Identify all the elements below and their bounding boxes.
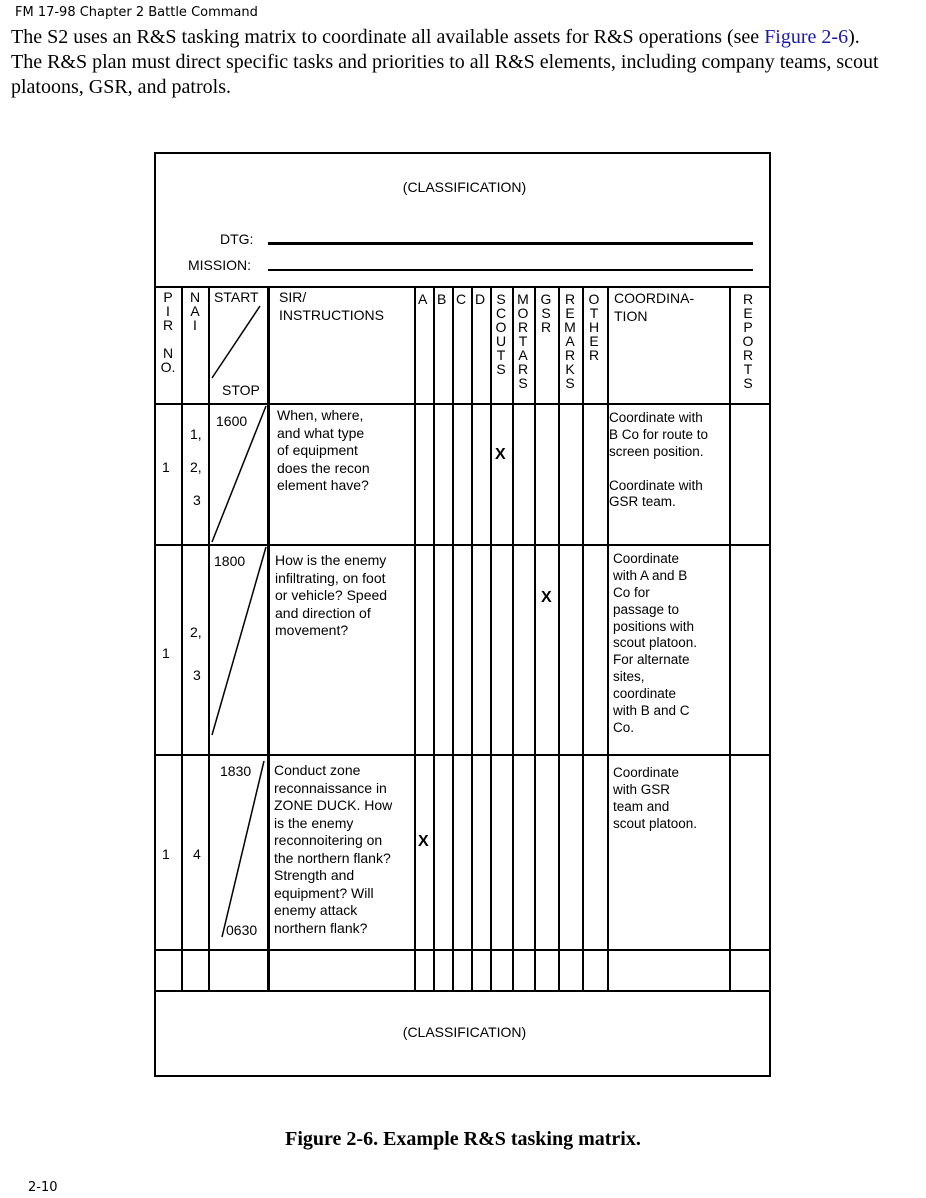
figure-link[interactable]: Figure 2-6 xyxy=(764,26,849,48)
figure-caption: Figure 2-6. Example R&S tasking matrix. xyxy=(285,1128,641,1150)
col-header-gsr: G S R xyxy=(540,291,552,335)
grid-line xyxy=(181,286,183,991)
col-header-remarks: R E M A R K S xyxy=(564,291,576,391)
row2-gsr-mark: X xyxy=(541,589,552,606)
grid-line xyxy=(452,286,454,991)
col-header-b: B xyxy=(437,291,447,307)
intro-text-before: The S2 uses an R&S tasking matrix to coordinate all available assets for R&S operations (see xyxy=(11,26,765,48)
grid-line xyxy=(582,286,584,991)
row3-sir: Conduct zone reconnaissance in ZONE DUCK. How is the enemy reconnoitering on the northern flank? Strength and equipment? Will enemy attack northern flank? xyxy=(274,762,393,936)
dtg-field[interactable] xyxy=(268,242,753,245)
row2-pri: 1 xyxy=(162,645,170,661)
row1-pri: 1 xyxy=(162,459,170,475)
grid-line xyxy=(512,286,514,991)
row3-pri: 1 xyxy=(162,846,170,862)
pri-header-p: P I R N O. xyxy=(160,289,176,375)
grid-line xyxy=(607,286,609,991)
intro-text-after: ). The R&S plan must direct specific tasks and priorities to all R&S elements, including company teams, scout platoons, GSR, and patrols. xyxy=(11,26,879,98)
row3-nai-1: 4 xyxy=(193,846,201,862)
col-header-sir: SIR/ INSTRUCTIONS xyxy=(279,289,384,323)
col-header-scouts: S C O U T S xyxy=(495,291,507,377)
grid-line xyxy=(534,286,536,991)
grid-line xyxy=(414,286,416,991)
row2-sir: How is the enemy infiltrating, on foot or vehicle? Speed and direction of movement? xyxy=(275,552,388,638)
row3-start: 1830 xyxy=(220,763,252,779)
grid-line xyxy=(729,286,731,991)
row2-diagonal xyxy=(208,545,268,755)
running-header: FM 17-98 Chapter 2 Battle Command xyxy=(15,5,258,20)
row1-diagonal xyxy=(208,404,268,545)
grid-line xyxy=(471,286,473,991)
start-stop-diagonal xyxy=(208,286,268,404)
row3-diagonal xyxy=(208,755,268,950)
col-header-d: D xyxy=(475,291,486,307)
col-header-pri xyxy=(160,290,176,374)
row1-nai-1: 1, xyxy=(190,426,202,442)
row2-nai-1: 2, xyxy=(190,624,202,640)
row1-start: 1600 xyxy=(216,413,248,429)
col-header-stop: STOP xyxy=(222,382,260,398)
classification-bottom: (CLASSIFICATION) xyxy=(402,1024,527,1040)
row1-coordination: Coordinate with B Co for route to screen position. Coordinate with GSR team. xyxy=(609,410,709,510)
row3-stop: 0630 xyxy=(226,922,258,938)
row3-a-mark: X xyxy=(418,833,429,850)
col-header-coordination: COORDINA- TION xyxy=(614,290,695,324)
col-header-other: O T H E R xyxy=(588,291,600,363)
grid-line xyxy=(156,990,771,992)
col-header-start: START xyxy=(214,289,259,305)
mission-field[interactable] xyxy=(268,269,753,271)
row3-coordination: Coordinate with GSR team and scout platoon. xyxy=(613,765,698,831)
row1-scouts-mark: X xyxy=(495,446,506,463)
col-header-a: A xyxy=(418,291,428,307)
mission-label: MISSION: xyxy=(188,257,252,273)
col-header-mortars: M O R T A R S xyxy=(517,291,529,391)
grid-line xyxy=(433,286,435,991)
col-header-c: C xyxy=(456,291,467,307)
dtg-label: DTG: xyxy=(220,231,254,247)
row1-nai-2: 2, xyxy=(190,459,202,475)
col-header-nai: N A I xyxy=(189,289,201,333)
classification-top: (CLASSIFICATION) xyxy=(402,179,527,195)
row2-nai-2: 3 xyxy=(193,667,201,683)
grid-line xyxy=(558,286,560,991)
row2-start: 1800 xyxy=(214,553,246,569)
tasking-matrix xyxy=(154,152,771,1077)
grid-line xyxy=(490,286,492,991)
row1-nai-3: 3 xyxy=(193,492,201,508)
intro-paragraph xyxy=(11,25,891,100)
page-number: 2-10 xyxy=(28,1180,58,1195)
row2-coordination: Coordinate with A and B Co for passage to positions with scout platoon. For alternate sites, coordinate with B and C Co. xyxy=(613,551,698,735)
row1-sir: When, where, and what type of equipment does the recon element have? xyxy=(277,407,370,493)
col-header-reports: R E P O R T S xyxy=(742,291,754,391)
